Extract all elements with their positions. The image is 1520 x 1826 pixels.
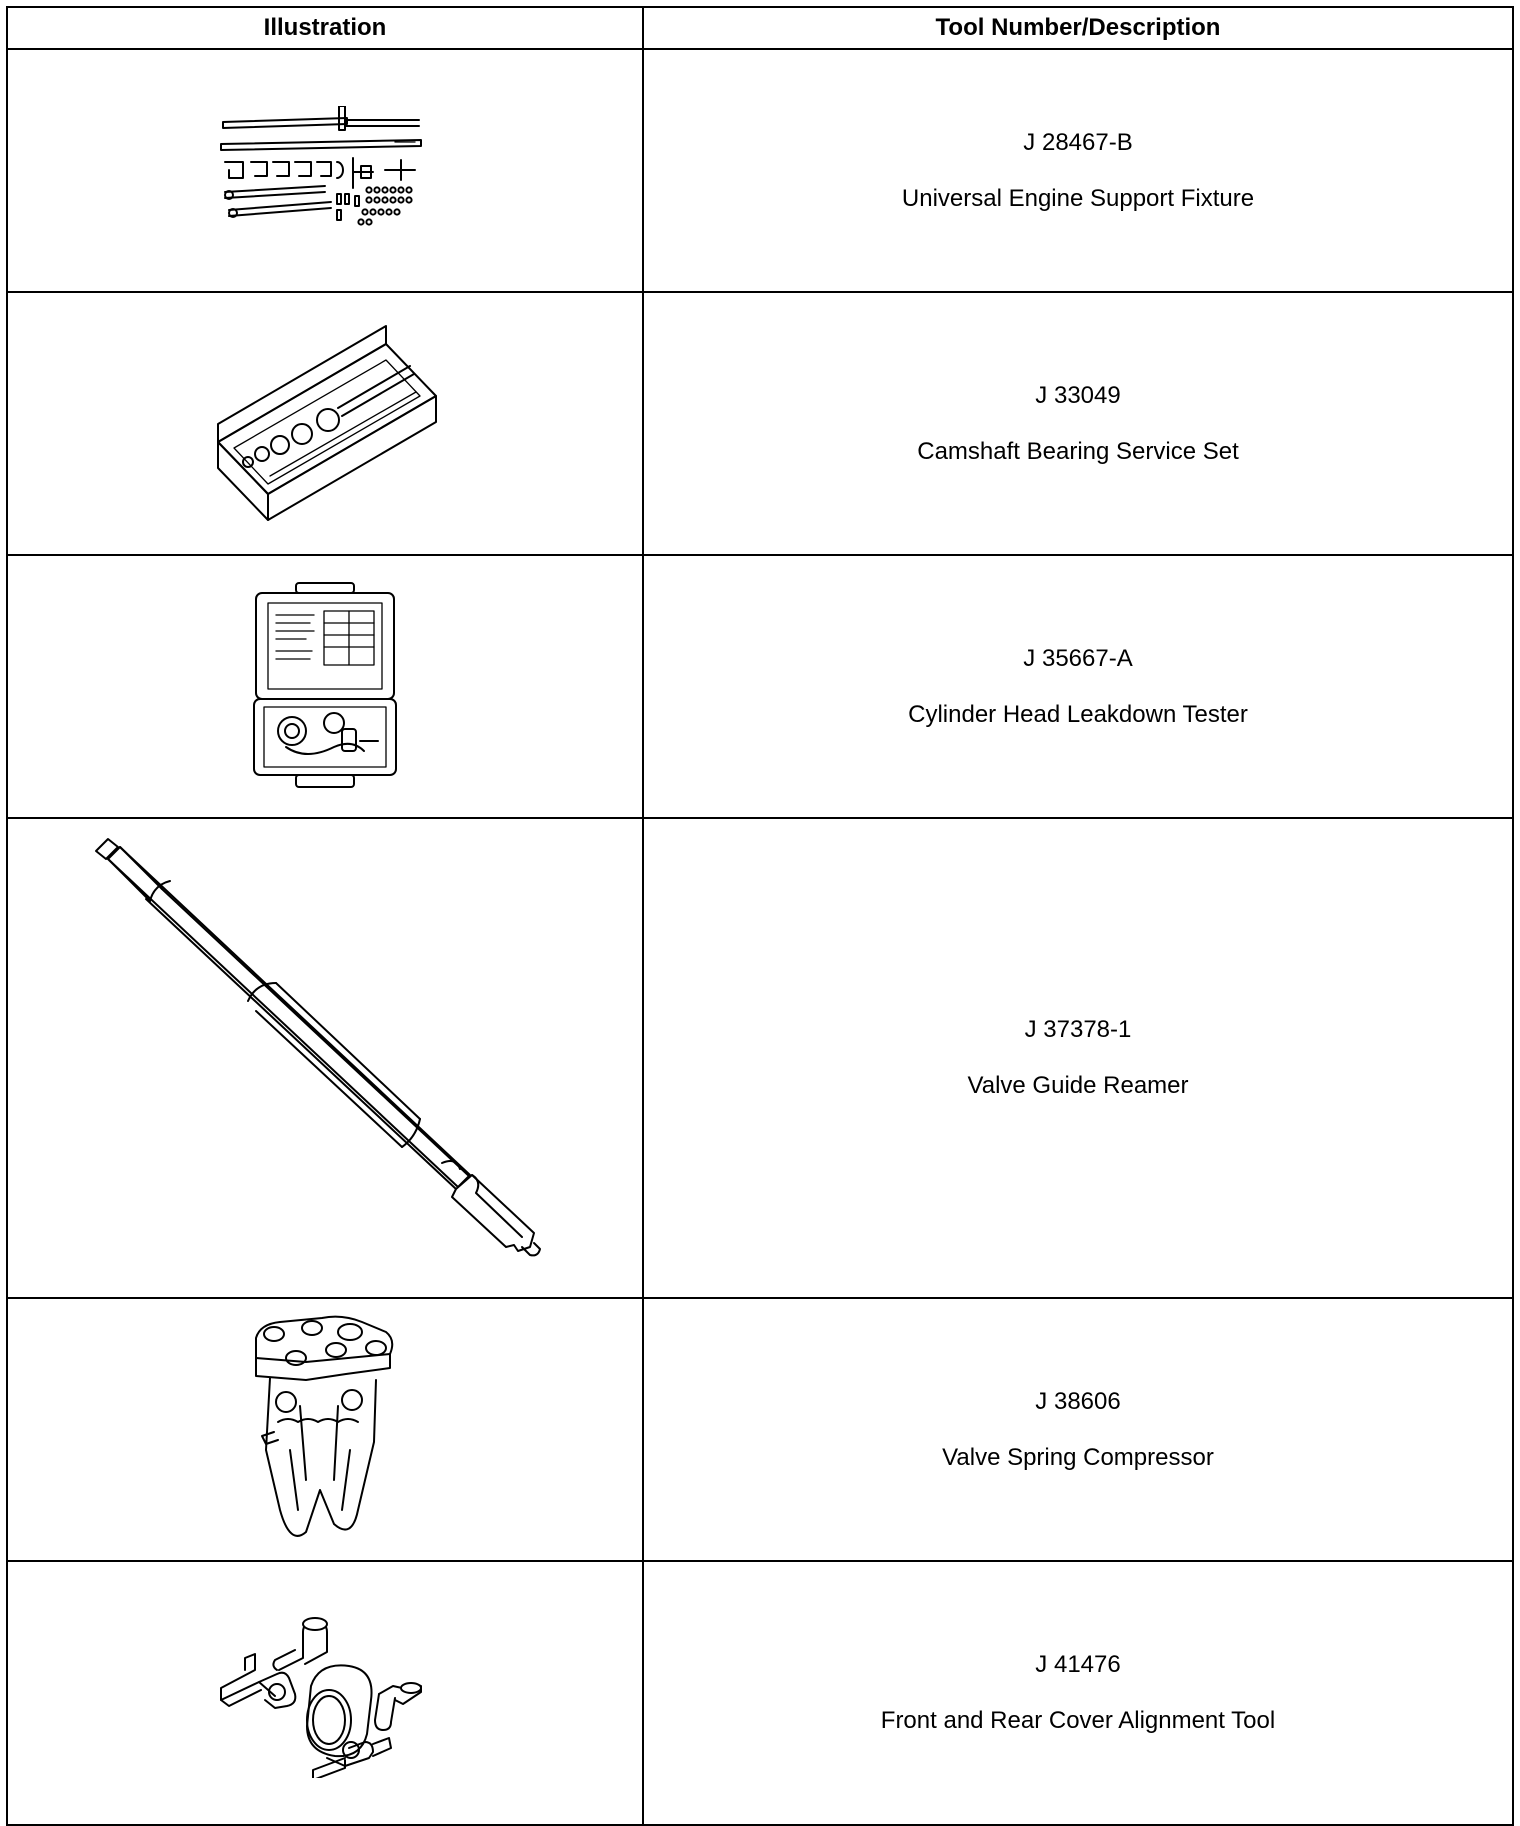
tool-description: Valve Spring Compressor [942,1443,1214,1471]
tool-description: Universal Engine Support Fixture [901,184,1255,212]
tool-description-cell [643,818,1513,1298]
header-tool-description: Tool Number/Description [643,7,1513,49]
tool-number: J 37378-1 [1024,1016,1132,1043]
tool-number: J 35667-A [1023,644,1133,672]
tool-number: J 38606 [1035,1387,1121,1415]
table-row [7,292,1513,555]
valve-guide-reamer-illustration [90,833,560,1283]
header-illustration: Illustration [7,7,643,49]
table-row [7,49,1513,292]
illustration-cell [7,49,643,292]
illustration-cell [7,555,643,818]
tool-number: J 41476 [1035,1651,1121,1678]
table-header-row [7,7,1513,49]
table-row [7,1561,1513,1825]
tool-description-cell [643,1561,1513,1825]
illustration-cell [7,292,643,555]
illustration-cell [7,1298,643,1561]
illustration-cell [7,1561,643,1825]
cover-alignment-tool-illustration [215,1608,435,1778]
tool-description-cell [643,49,1513,292]
tool-description: Cylinder Head Leakdown Tester [908,700,1248,728]
engine-support-fixture-illustration [215,106,435,236]
valve-spring-compressor-illustration [250,1310,400,1550]
table-row [7,555,1513,818]
camshaft-bearing-service-set-illustration [210,324,440,524]
tool-number: J 28467-B [1023,128,1133,156]
tool-description: Front and Rear Cover Alignment Tool [880,1707,1276,1734]
tool-description: Valve Guide Reamer [967,1072,1189,1099]
tool-description-cell [643,292,1513,555]
illustration-cell [7,818,643,1298]
tool-description-cell [643,555,1513,818]
table-row [7,818,1513,1298]
tool-description-cell [643,1298,1513,1561]
special-tools-table [6,6,1514,1826]
leakdown-tester-illustration [250,581,400,793]
table-row [7,1298,1513,1561]
tool-number: J 33049 [1035,381,1121,409]
tool-description: Camshaft Bearing Service Set [917,437,1239,465]
